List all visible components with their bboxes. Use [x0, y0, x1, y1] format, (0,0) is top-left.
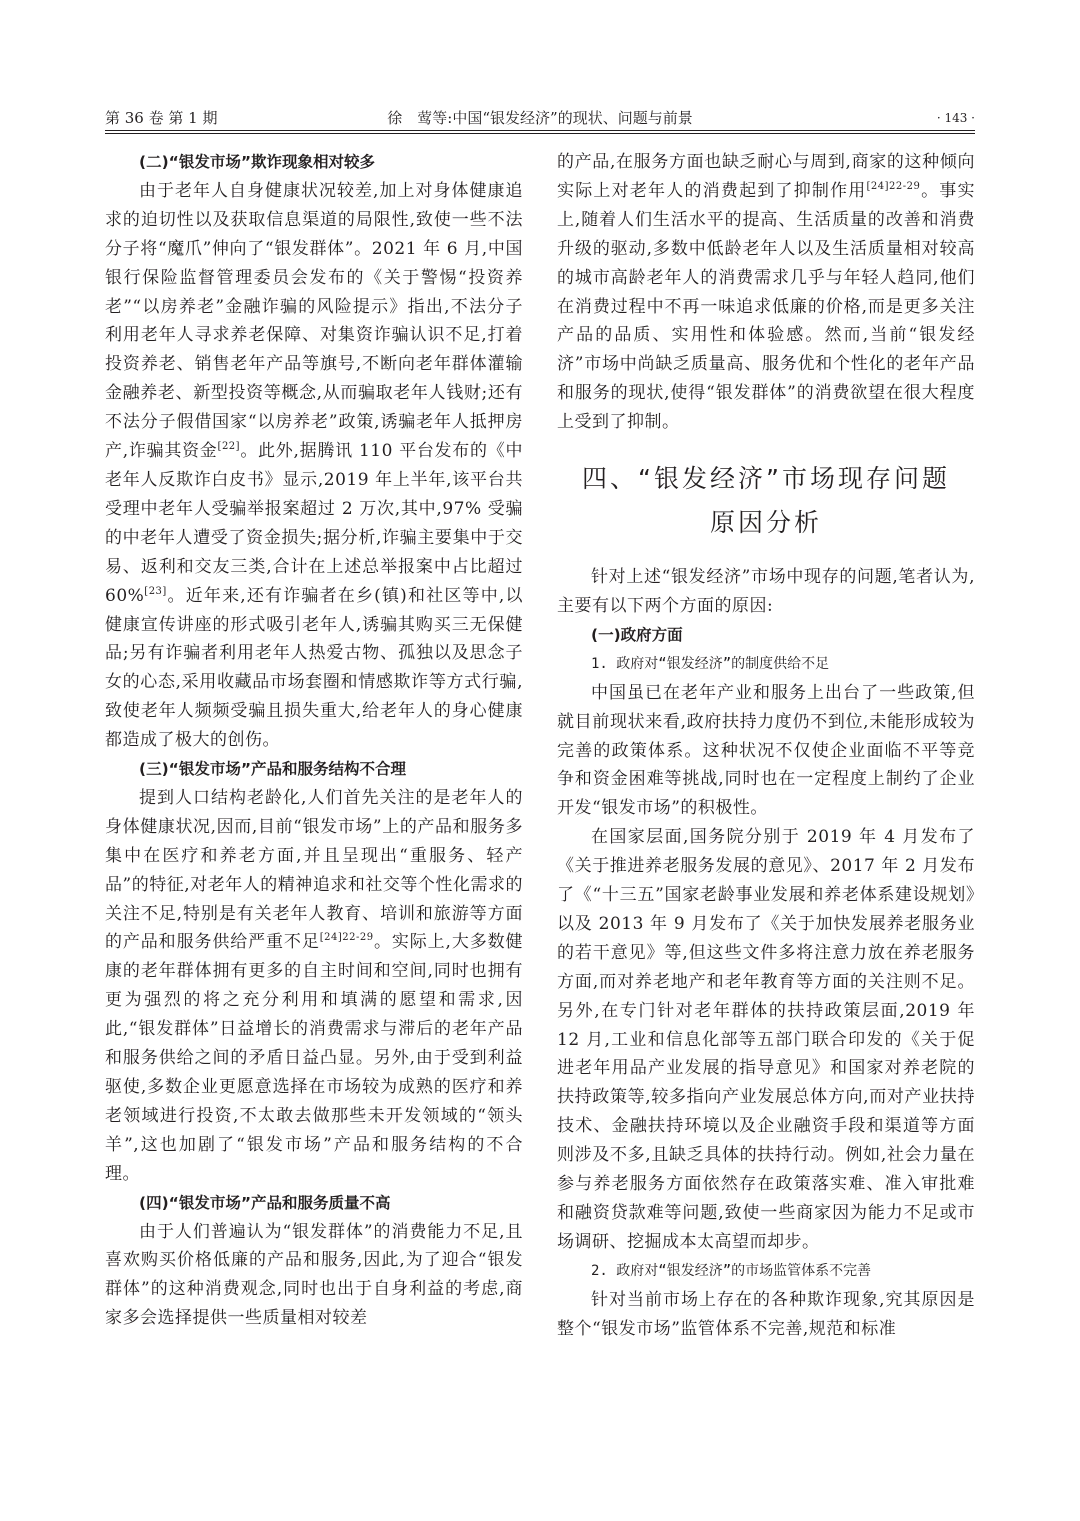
text: 。近年来,还有诈骗者在乡(镇)和社区等中,以健康宣传讲座的形式吸引老年人,诱骗其购买三无保健品;另有诈骗者利用老年人热爱古物、孤独以及思念子女的心态,采用收藏品市场套圈和情感欺诈等方式行骗,致使老年人频频受骗且损失重大,给老年人的身心健康都造成了极大的创伤。	[105, 585, 523, 751]
text: 。此外,据腾讯 110 平台发布的《中老年人反欺诈白皮书》显示,2019 年上半年,该平台共受理中老年人受骗举报案超过 2 万次,其中,97% 受骗的中老年人遭受了资金损失;据分析,诈骗主要集中于交易、返利和交友三类,合计在上述总举报案中占比超过 60%	[105, 441, 523, 606]
text: 的产品,在服务方面也缺乏耐心与周到,商家的这种倾向实际上对老年人的消费起到了抑制作用	[557, 152, 975, 201]
text: 。事实上,随着人们生活水平的提高、生活质量的改善和消费升级的驱动,多数中低龄老年人以及生活质量相对较高的城市高龄老年人的消费需求几乎与年轻人趋同,他们在消费过程中不再一味追求低廉的价格,而是更多关注产品的品质、实用性和体验感。然而,当前“银发经济”市场中尚缺乏质量高、服务优和个性化的老年产品和服务的现状,使得“银发群体”的消费欲望在很大程度上受到了抑制。	[557, 180, 976, 433]
paragraph-national-policy: 在国家层面,国务院分别于 2019 年 4 月发布了《关于推进养老服务发展的意见》、2017 年 2 月发布了《“十三五”国家老龄事业发展和养老体系建设规划》以及 2013 年 9 月发布了《关于加快发展养老服务业的若干意见》等,但这些文件多将注意力放在养老服务方面,而对养老地产和老年教育等方面的关注则不足。另外,在专门针对老年群体的扶持政策层面,2019 年 12 月,工业和信息化部等五部门联合印发的《关于促进老年用品产业发展的指导意见》和国家对养老院的扶持政策等,较多指向产业发展总体方向,而对产业扶持技术、金融扶持环境以及企业融资手段和渠道等方面则涉及不多,且缺乏具体的扶持行动。例如,社会力量在参与养老服务方面依然存在政策落实难、准入审批难和融资贷款难等问题,致使一些商家因为能力不足或市场调研、挖掘成本太高望而却步。	[557, 827, 975, 1252]
section-heading-structure: (三)“银发市场”产品和服务结构不合理	[139, 760, 407, 779]
spacer	[557, 545, 975, 563]
header-rule-bottom	[105, 133, 975, 134]
page-number: · 143 ·	[936, 111, 975, 125]
chapter-heading-line2: 原因分析	[709, 508, 822, 538]
section-heading-government: (一)政府方面	[591, 625, 683, 644]
left-column	[105, 148, 523, 1333]
paragraph-supply: 中国虽已在老年产业和服务上出台了一些政策,但就目前现状来看,政府扶持力度仍不到位,未能形成较为完善的政策体系。这种状况不仅使企业面临不平等竞争和资金困难等挑战,同时也在一定程度上制约了企业开发“银发市场”的积极性。	[557, 682, 975, 819]
citation: [24]22-29	[319, 932, 374, 944]
citation: [24]22-29	[866, 180, 921, 192]
paragraph-supervision: 针对当前市场上存在的各种欺诈现象,究其原因是整个“银发市场”监管体系不完善,规范和标准	[557, 1289, 975, 1339]
text: 。实际上,大多数健康的老年群体拥有更多的自主时间和空间,同时也拥有更为强烈的将之充分利用和填满的愿望和需求,因此,“银发群体”日益增长的消费需求与滞后的老年产品和服务供给之间的矛盾日益凸显。另外,由于受到利益驱使,多数企业更愿意选择在市场较为成熟的医疗和养老领域进行投资,不太敢去做那些未开发领域的“领头羊”,这也加剧了“银发市场”产品和服务结构的不合理。	[105, 932, 524, 1184]
paragraph-quality-cont	[557, 148, 975, 437]
section-heading-quality: (四)“银发市场”产品和服务质量不高	[139, 1193, 391, 1212]
citation: [23]	[144, 585, 167, 597]
chapter-heading-line1: 四、“银发经济”市场现存问题	[582, 464, 950, 494]
section-heading-fraud: (二)“银发市场”欺诈现象相对较多	[139, 153, 376, 171]
paragraph-structure	[105, 784, 523, 1189]
spacer	[557, 437, 975, 457]
subsection-heading-supervision: 2. 政府对“银发经济”的市场监管体系不完善	[591, 1262, 872, 1279]
paragraph-quality: 由于人们普遍认为“银发群体”的消费能力不足,且喜欢购买价格低廉的产品和服务,因此,为了迎合“银发群体”的这种消费观念,同时也出于自身利益的考虑,商家多会选择提供一些质量相对较差	[105, 1221, 523, 1329]
subsection-heading-supply: 1. 政府对“银发经济”的制度供给不足	[591, 655, 830, 672]
journal-volume-issue: 第 36 卷 第 1 期	[105, 109, 218, 127]
running-header	[105, 103, 975, 133]
paragraph-fraud	[105, 177, 523, 755]
header-rule-top	[105, 130, 975, 131]
text: 由于老年人自身健康状况较差,加上对身体健康追求的迫切性以及获取信息渠道的局限性,致使一些不法分子将“魔爪”伸向了“银发群体”。2021 年 6 月,中国银行保险监督管理委员会发布的《关于警惕“投资养老”“以房养老”金融诈骗的风险提示》指出,不法分子利用老年人寻求养老保障、对集资诈骗认识不足,打着投资养老、销售老年产品等旗号,不断向老年群体灌输金融养老、新型投资等概念,从而骗取老年人钱财;还有不法分子假借国家“以房养老”政策,诱骗老年人抵押房产,诈骗其资金	[105, 180, 523, 462]
right-column	[557, 148, 975, 1344]
text: 提到人口结构老龄化,人们首先关注的是老年人的身体健康状况,因而,目前“银发市场”上的产品和服务多集中在医疗和养老方面,并且呈现出“重服务、轻产品”的特征,对老年人的精神追求和社交等个性化需求的关注不足,特别是有关老年人教育、培训和旅游等方面的产品和服务供给严重不足	[105, 787, 523, 953]
running-title: 徐 莺等:中国“银发经济”的现状、问题与前景	[387, 109, 693, 127]
citation: [22]	[217, 441, 241, 453]
paragraph-intro: 针对上述“银发经济”市场中现存的问题,笔者认为,主要有以下两个方面的原因:	[557, 567, 975, 616]
